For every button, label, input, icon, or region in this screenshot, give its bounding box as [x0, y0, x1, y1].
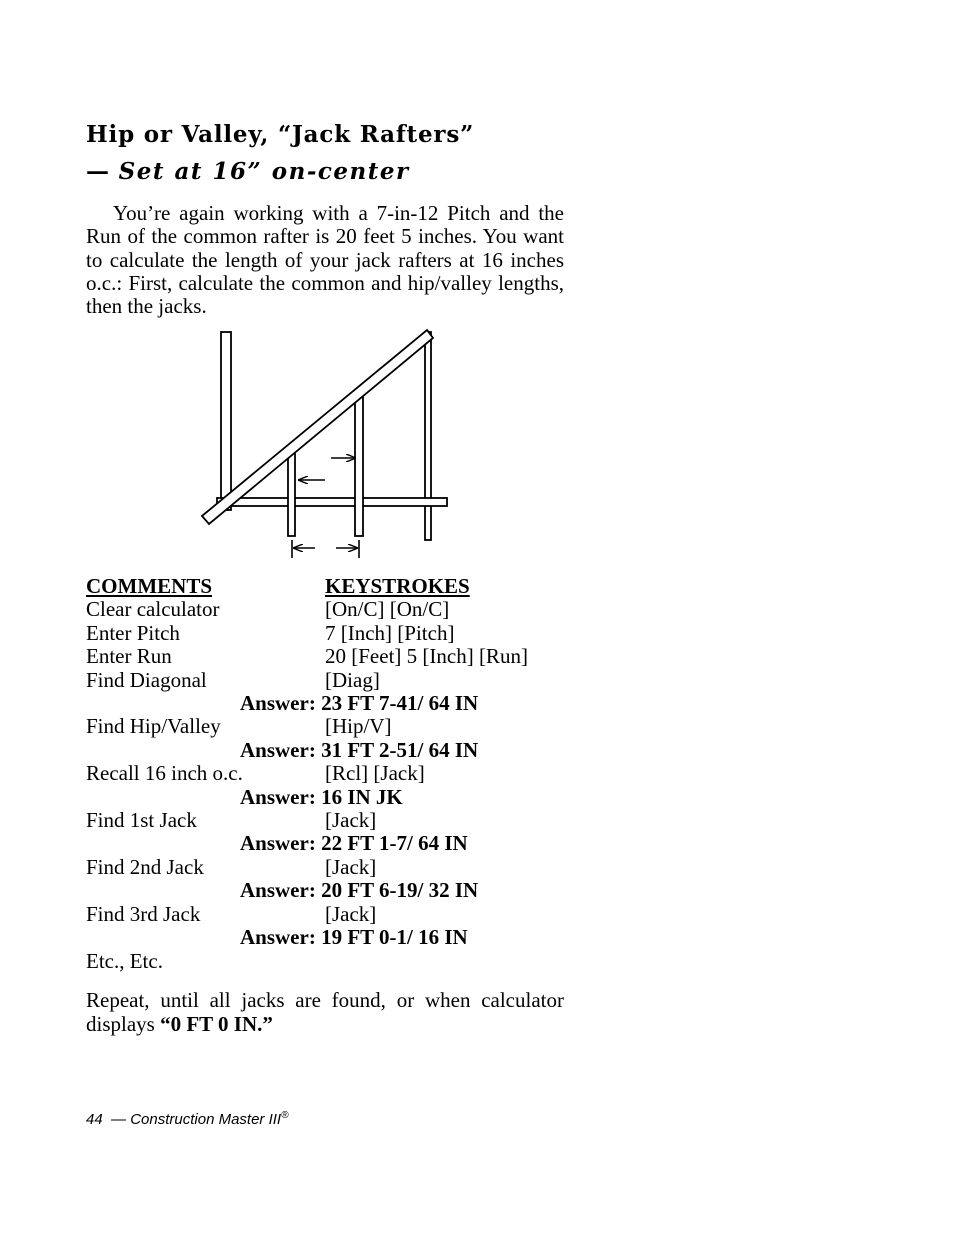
comment-cell: Clear calculator — [86, 597, 220, 622]
answer-text: Answer: 23 FT 7-41/ 64 IN — [240, 691, 479, 716]
answer-row — [86, 879, 566, 902]
etc-line: Etc., Etc. — [86, 948, 163, 973]
comment-cell: Recall 16 inch o.c. — [86, 761, 243, 786]
answer-row — [86, 739, 566, 762]
table-header — [86, 575, 566, 598]
keystroke-table — [86, 575, 566, 973]
comments-header: COMMENTS — [86, 574, 212, 598]
table-row — [86, 669, 566, 692]
right-post — [425, 332, 431, 540]
table-row — [86, 856, 566, 879]
answer-row — [86, 832, 566, 855]
jack-rafter-1 — [288, 448, 295, 536]
registered-mark: ® — [281, 1110, 289, 1121]
table-row — [86, 645, 566, 668]
title-subtitle: Set at 16” on-center — [118, 158, 410, 185]
top-plate — [217, 498, 447, 506]
keystroke-cell: [Hip/V] — [325, 714, 392, 739]
answer-text: Answer: 16 IN JK — [240, 784, 403, 809]
answer-text: Answer: 19 FT 0-1/ 16 IN — [240, 925, 468, 950]
comment-cell: Find Hip/Valley — [86, 714, 221, 739]
keystroke-cell: [Jack] — [325, 901, 377, 926]
comment-cell: Find 1st Jack — [86, 808, 197, 833]
comment-cell: Find 2nd Jack — [86, 854, 204, 879]
table-row — [86, 809, 566, 832]
closing-paragraph — [86, 988, 564, 1036]
footer-title: — Construction Master III — [111, 1111, 282, 1128]
page-title — [86, 116, 586, 190]
jack-rafter-diagram — [195, 328, 455, 564]
intro-paragraph: You’re again working with a 7-in-12 Pitch and the Run of the common rafter is 20 feet 5 inches. You want to calculate the length of your jack rafters at 16 inches o.c.: First, calculate the common and hip/valley lengths, then the jacks. — [86, 201, 564, 319]
answer-text: Answer: 22 FT 1-7/ 64 IN — [240, 831, 468, 856]
answer-row — [86, 692, 566, 715]
table-row — [86, 598, 566, 621]
keystroke-cell: [Diag] — [325, 667, 380, 692]
answer-row — [86, 926, 566, 949]
keystroke-cell: [Jack] — [325, 854, 377, 879]
page-footer — [86, 1110, 288, 1128]
comment-cell: Find 3rd Jack — [86, 901, 201, 926]
answer-row — [86, 786, 566, 809]
table-row — [86, 903, 566, 926]
title-main: Hip or Valley, “Jack Rafters” — [86, 121, 475, 148]
table-rows — [86, 598, 566, 949]
keystroke-cell: [On/C] [On/C] — [325, 597, 450, 622]
comment-cell: Enter Pitch — [86, 620, 180, 645]
page-number: 44 — [86, 1111, 103, 1128]
comment-cell: Find Diagonal — [86, 667, 207, 692]
table-row — [86, 762, 566, 785]
answer-text: Answer: 31 FT 2-51/ 64 IN — [240, 737, 479, 762]
keystrokes-header: KEYSTROKES — [325, 574, 470, 598]
jack-rafter-2 — [355, 390, 363, 536]
table-row — [86, 715, 566, 738]
keystroke-cell: 20 [Feet] 5 [Inch] [Run] — [325, 644, 528, 669]
closing-text: Repeat, until all jacks are found, or when calculator displays — [86, 988, 564, 1036]
title-dash: — — [86, 158, 119, 185]
answer-text: Answer: 20 FT 6-19/ 32 IN — [240, 878, 479, 903]
comment-cell: Enter Run — [86, 644, 172, 669]
keystroke-cell: [Jack] — [325, 808, 377, 833]
hip-rafter — [202, 330, 433, 524]
keystroke-cell: 7 [Inch] [Pitch] — [325, 620, 455, 645]
keystroke-cell: [Rcl] [Jack] — [325, 761, 425, 786]
left-wall-post — [221, 332, 231, 510]
closing-display-value: “0 FT 0 IN.” — [160, 1012, 273, 1036]
table-row — [86, 622, 566, 645]
